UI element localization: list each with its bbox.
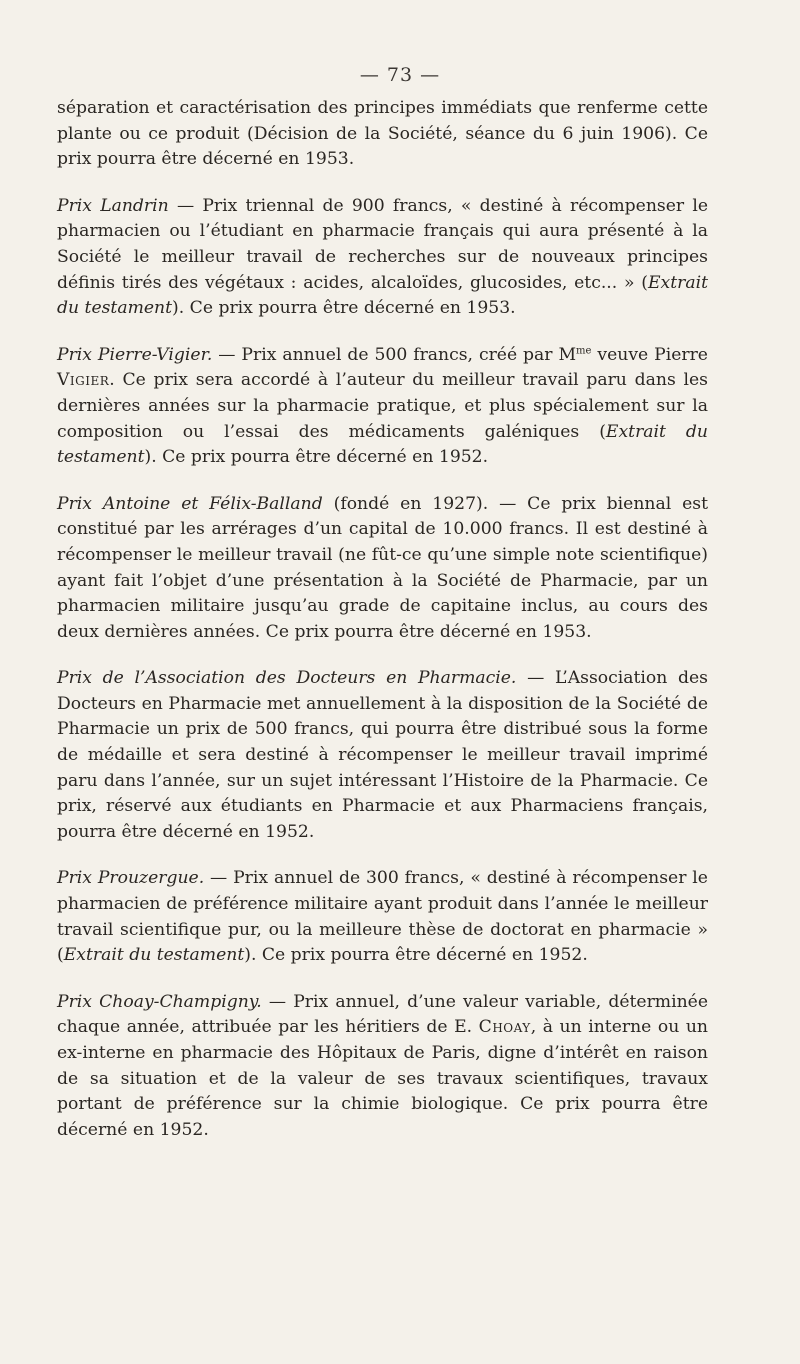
paragraph-text: veuve Pierre bbox=[591, 344, 708, 365]
prize-title: Prix de l’Association des Docteurs en Pharmacie. bbox=[57, 668, 517, 689]
paragraph-text: . Ce prix sera accordé à l’auteur du meilleur travail paru dans les dernières années sur la pharmacie pratique, et plus spécialement sur la composition ou l’essai des médicaments galéniques ( bbox=[57, 370, 708, 442]
paragraph-prix-balland bbox=[57, 492, 708, 646]
surname-smallcaps: Choay bbox=[478, 1017, 531, 1038]
paragraph-text: — Prix annuel de 500 francs, créé par M bbox=[212, 344, 577, 365]
page-number: — 73 — bbox=[359, 64, 441, 86]
paragraph-text: séparation et caractérisation des principes immédiats que renferme cette plante ou ce produit (Décision de la Société, séance du 6 juin 1906). Ce prix pourra être décerné en 1953. bbox=[57, 98, 708, 170]
superscript: me bbox=[576, 345, 592, 357]
paragraph-text-end: ). Ce prix pourra être décerné en 1953. bbox=[172, 298, 516, 319]
paragraph-text-end: ). Ce prix pourra être décerné en 1952. bbox=[144, 447, 489, 468]
paragraph-prix-choay-champigny bbox=[57, 990, 708, 1144]
surname-smallcaps: Vigier bbox=[57, 370, 110, 391]
paragraph-text-end: , à un interne ou un ex-interne en pharmacie des Hôpitaux de Paris, digne d’intérêt en raison de sa situation et de la valeur de ses travaux scientifiques, travaux portant de préférence sur la chimie biologique. Ce prix pourra être décerné en 1952. bbox=[57, 1017, 708, 1140]
paragraph-prix-prouzergue bbox=[57, 866, 708, 968]
paragraph-prix-landrin bbox=[57, 194, 708, 322]
paragraph-prix-pierre-vigier bbox=[57, 343, 708, 471]
paragraph-text-end: ). Ce prix pourra être décerné en 1952. bbox=[244, 945, 588, 966]
prize-title: Prix Pierre-Vigier. bbox=[57, 344, 213, 365]
page-body bbox=[57, 96, 708, 1164]
source-citation: Extrait du testament bbox=[63, 945, 245, 966]
source-citation: Extrait du testament bbox=[57, 272, 708, 319]
source-citation: Extrait du testament bbox=[57, 421, 708, 468]
paragraph-prix-association bbox=[57, 666, 708, 845]
paragraph-continuation bbox=[57, 96, 708, 173]
prize-title: Prix Landrin bbox=[57, 195, 169, 216]
paragraph-text: — L’Association des Docteurs en Pharmacie met annuellement à la disposition de la Société de Pharmacie un prix de 500 francs, qui pourra être distribué sous la forme de médaille et sera destiné à récompenser le meilleur travail imprimé paru dans l’année, sur un sujet intéressant l’Histoire de la Pharmacie. Ce prix, réservé aux étudiants en Pharmacie et aux Pharmaciens français, pourra être décerné en 1952. bbox=[57, 668, 708, 842]
prize-title: Prix Choay-Champigny. bbox=[57, 991, 262, 1012]
paragraph-text: — Prix annuel de 300 francs, « destiné à récompenser le pharmacien de préférence militaire ayant produit dans l’année le meilleur travail scientifique pur, ou la meilleure thèse de doctorat en pharmacie » ( bbox=[57, 868, 708, 966]
prize-title: Prix Prouzergue. bbox=[57, 868, 205, 889]
paragraph-text: — Prix triennal de 900 francs, « destiné à récompenser le pharmacien ou l’étudiant en pharmacie français qui aura présenté à la Société le meilleur travail de recherches sur de nouveaux principes définis tirés des végétaux : acides, alcaloïdes, glucosides, etc... » ( bbox=[57, 195, 708, 293]
paragraph-text: — Prix annuel, d’une valeur variable, déterminée chaque année, attribuée par les héritiers de E. bbox=[57, 991, 709, 1038]
prize-title: Prix Antoine et Félix-Balland bbox=[57, 493, 323, 514]
paragraph-text: (fondé en 1927). — Ce prix biennal est constitué par les arrérages d’un capital de 10.000 francs. Il est destiné à récompenser le meilleur travail (ne fût-ce qu’une simple note scientifique) ayant fait l’objet d’une présentation à la Société de Pharmacie, par un pharmacien militaire jusqu’au grade de capitaine inclus, au cours des deux dernières années. Ce prix pourra être décerné en 1953. bbox=[57, 493, 709, 642]
